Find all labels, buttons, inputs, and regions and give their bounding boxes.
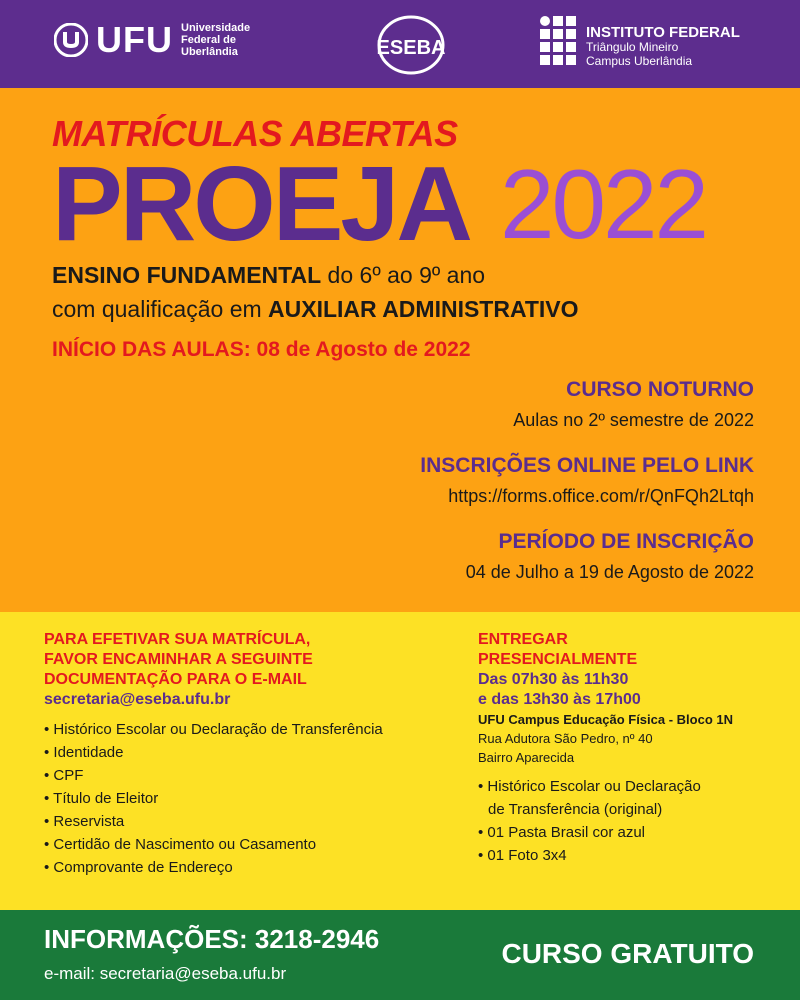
ensino-bold: ENSINO FUNDAMENTAL [52,262,322,288]
list-item: • Histórico Escolar ou Declaração de Transferência [44,718,454,741]
footer-bar [0,910,800,1000]
ifet-sub-2: Campus Uberlândia [586,54,693,68]
list-item: • 01 Foto 3x4 [478,847,567,864]
registration-link[interactable]: https://forms.office.com/r/QnFQh2Ltqh [448,486,754,506]
ifet-title: INSTITUTO FEDERAL [586,24,740,41]
hours-line: Das 07h30 às 11h30 [478,671,629,688]
in-person-heading: ENTREGAR [478,631,568,648]
email-docs-heading: DOCUMENTAÇÃO PARA O E-MAIL [44,671,307,688]
footer-email[interactable]: e-mail: secretaria@eseba.ufu.br [44,964,287,983]
ifet-grid-icon [540,16,576,65]
email-docs-list [44,718,454,879]
info-heading: INSCRIÇÕES ONLINE PELO LINK [420,454,754,477]
email-docs-heading: PARA EFETIVAR SUA MATRÍCULA, [44,631,311,648]
list-item-text: Histórico Escolar ou Declaração [487,778,701,795]
year-title: 2022 [500,149,707,259]
list-item-text: 01 Foto 3x4 [487,847,567,864]
phone-info: INFORMAÇÕES: 3218-2946 [44,924,380,954]
list-item: • Comprovante de Endereço [44,856,454,879]
proeja-title: PROEJA [52,145,470,263]
list-item: • CPF [44,764,454,787]
ufu-sub-line: Uberlândia [181,46,238,58]
qualif-bold: AUXILIAR ADMINISTRATIVO [268,296,579,322]
periodo-block [466,530,754,583]
ensino-rest: do 6º ao 9º ano [321,262,486,288]
ifet-logo [540,16,740,68]
email-docs-column [44,630,454,879]
list-item-text: de Transferência (original) [488,801,663,818]
eseba-logo [376,14,446,76]
ufu-wordmark: UFU [96,19,173,60]
in-person-docs-list [478,775,778,867]
address-place: UFU Campus Educação Física - Bloco 1N [478,712,734,727]
hero-section [0,88,800,612]
eseba-text: ESEBA [376,37,446,59]
address-district: Bairro Aparecida [478,750,575,765]
qualif-prefix: com qualificação em [52,296,269,322]
qualificacao-line [52,296,579,323]
curso-gratuito-label: CURSO GRATUITO [501,938,754,969]
ufu-emblem-icon [54,23,88,57]
ufu-logo [54,19,261,60]
header-bar [0,0,800,88]
email-docs-heading: FAVOR ENCAMINHAR A SEGUINTE [44,651,313,668]
info-value: 04 de Julho a 19 de Agosto de 2022 [465,562,754,582]
documents-section [0,612,800,910]
hours-line: e das 13h30 às 17h00 [478,691,641,708]
info-heading: CURSO NOTURNO [566,378,754,401]
ufu-sub-line: Federal de [181,34,237,46]
info-heading: PERÍODO DE INSCRIÇÃO [498,530,754,553]
list-item [478,798,778,821]
matriculas-title: MATRÍCULAS ABERTAS [52,113,458,154]
inicio-aulas: INÍCIO DAS AULAS: 08 de Agosto de 2022 [52,338,471,361]
address-street: Rua Adutora São Pedro, nº 40 [478,731,653,746]
ufu-subtitle [181,22,261,58]
ifet-sub-1: Triângulo Mineiro [586,40,679,54]
list-item: • Identidade [44,741,454,764]
ensino-line [52,262,485,289]
list-item: • 01 Pasta Brasil cor azul [478,824,645,841]
list-item: • Reservista [44,810,454,833]
in-person-heading: PRESENCIALMENTE [478,651,638,668]
list-item-text: 01 Pasta Brasil cor azul [487,824,645,841]
inscricoes-block [420,454,754,507]
ufu-sub-line: Universidade [181,22,251,34]
info-value: Aulas no 2º semestre de 2022 [513,410,754,430]
list-item: • Certidão de Nascimento ou Casamento [44,833,454,856]
in-person-column [478,630,778,867]
list-item: • Histórico Escolar ou Declaração [478,778,701,795]
list-item: • Título de Eleitor [44,787,454,810]
ifet-text [586,16,740,68]
secretaria-email-link[interactable]: secretaria@eseba.ufu.br [44,691,231,708]
curso-noturno-block [513,378,754,431]
